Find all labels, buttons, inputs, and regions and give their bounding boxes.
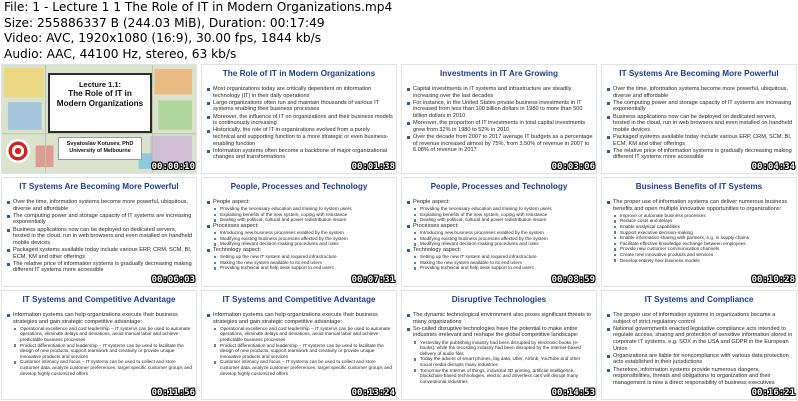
thumbnail-timestamp: 00:08:59 <box>551 275 595 285</box>
slide-title: Investments in IT Are Growing <box>440 69 558 78</box>
slide-bullet: National governments enacted legislative compliance acts intended to regulate access, sharing and protection of sensitive information stored in corporate IT systems, e.g. SOX in the USA and GDPR in the European Union <box>606 326 793 352</box>
thumbnail-timestamp: 00:14:53 <box>551 388 595 398</box>
slide-sub-bullet: Provide new customer communication channels <box>606 246 793 252</box>
slide-sub-bullet: Introducing new business processes enabled by the system <box>206 230 393 236</box>
slide-bullet: Organizations are liable for noncompliance with various data protection acts established in their jurisdictions <box>606 353 793 366</box>
slide-bullet-list <box>206 86 393 160</box>
thumbnail-slide[interactable] <box>1 290 197 400</box>
thumbnail-timestamp: 00:07:31 <box>351 275 395 285</box>
slide-sub-bullet: Create new innovative products and services <box>606 252 793 258</box>
slide-title: IT Systems and Compliance <box>644 295 754 304</box>
slide-title: IT Systems and Competitive Advantage <box>22 295 176 304</box>
slide-sub-bullet: Yesterday the publishing industry had been disrupted by electronic books (e-books), while the recording industry had been disrupted by the Internet-based delivery of audio files <box>406 340 593 357</box>
slide-title: People, Processes and Technology <box>230 182 368 191</box>
file-name: File: 1 - Lecture 1 1 The Role of IT in Modern Organizations.mp4 <box>4 0 393 14</box>
slide-sub-bullet: Customer intimacy and focus – IT systems can be used to collect and store customer data, analyze customer preferences, target specific customer groups and develop highly customized offers <box>206 359 393 376</box>
thumbnail-timestamp: 00:06:03 <box>151 275 195 285</box>
thumbnail-slide[interactable] <box>201 177 397 287</box>
slide-bullet: Business applications now can be deployed on dedicated servers, hosted in the cloud, run in web browsers and even installed on handheld mobile devices <box>6 227 193 247</box>
file-size-duration: Size: 255886337 B (244.03 MiB), Duration: 00:17:49 <box>4 15 325 30</box>
thumbnail-slide[interactable] <box>601 177 797 287</box>
video-info: Video: AVC, 1920x1080 (16:9), 30.00 fps, 1844 kb/s <box>4 31 322 45</box>
slide-sub-bullet: Providing the necessary education and training to system users <box>406 206 593 212</box>
file-info <box>4 0 798 62</box>
slide-title: IT Systems Are Becoming More Powerful <box>619 69 779 78</box>
slide-bullet-list <box>606 312 793 386</box>
slide-sub-bullet: Improve or automate business processes <box>606 213 793 219</box>
slide-bullet: The computing power and storage capacity of IT systems are increasing exponentially <box>6 213 193 226</box>
slide-sub-bullet: Dealing with political, cultural and power redistribution issues <box>406 217 593 223</box>
slide-bullet: The computing power and storage capacity of IT systems are increasing exponentially <box>606 100 793 113</box>
slide-bullet-list <box>406 199 593 273</box>
cover-title-line1: The Role of IT in <box>68 89 132 98</box>
thumbnail-slide[interactable] <box>601 290 797 400</box>
slide-bullet: People aspect: <box>406 199 593 206</box>
slide-sub-bullet: Enable information sharing with partners, e.g. in supply chains <box>606 235 793 241</box>
thumbnail-timestamp: 00:01:38 <box>351 162 395 172</box>
thumbnail-slide[interactable] <box>201 64 397 174</box>
slide-sub-bullet: Making the new system available to its end users <box>406 260 593 266</box>
slide-sub-bullet: Operational excellence and cost leadership – IT systems can be used to automate operations, eliminate delays and deviations, avoid manual labor and achieve predictable business processes <box>6 326 193 343</box>
thumbnail-timestamp: 00:04:34 <box>751 162 795 172</box>
slide-bullet: So-called disruptive technologies have the potential to make entire industries irrelevant and reshape the global competitive landscape: <box>406 326 593 339</box>
slide-sub-bullet: Modifying existing business processes affected by the system <box>206 236 393 242</box>
thumbnail-timestamp: 00:03:06 <box>551 162 595 172</box>
thumbnail-timestamp: 00:00:10 <box>151 162 195 172</box>
slide-sub-bullet: Providing technical and help desk support to end users <box>206 265 393 271</box>
slide-bullet: The relative price of information systems is gradually decreasing making different IT systems more accessible <box>606 148 793 160</box>
slide-sub-bullet: Product differentiation and leadership – IT systems can be used to facilitate the design of new products, support teamwork and creativity or provide unique innovative products and services <box>6 343 193 360</box>
slide-bullet-list <box>206 312 393 386</box>
slide-sub-bullet: Support executive decision-making <box>606 230 793 236</box>
thumbnail-slide[interactable] <box>1 177 197 287</box>
slide-sub-bullet: Making the new system available to its end users <box>206 260 393 266</box>
slide-bullet: Information systems can help organizations execute their business strategies and gain strategic competitive advantage: <box>6 312 193 325</box>
slide-bullet: Packaged systems available today include various ERP, CRM, SCM, BI, ECM, KM and other offerings <box>606 134 793 147</box>
slide-title: Disruptive Technologies <box>451 295 547 304</box>
slide-bullet: Technology aspect: <box>206 247 393 254</box>
cover-lecture-label: Lecture 1.1: <box>78 80 122 89</box>
thumbnail-slide[interactable] <box>401 64 597 174</box>
slide-bullet: Moreover, the influence of IT on organizations and their business models is continuously increasing <box>206 114 393 127</box>
slide-title: IT Systems and Competitive Advantage <box>222 295 376 304</box>
slide-bullet: Information systems often become a backbone of major organizational changes and transformations <box>206 148 393 160</box>
slide-sub-bullet: Tomorrow the Internet of things, industrial 3D printing, artificial intelligence, blockchain-based technologies, electric and driverless cars will disrupt many conventional industries <box>406 368 593 385</box>
slide-sub-bullet: Providing the necessary education and training to system users <box>206 206 393 212</box>
slide-sub-bullet: Modifying existing business processes affected by the system <box>406 236 593 242</box>
slide-sub-bullet: Providing technical and help desk support to end users <box>406 265 593 271</box>
slide-bullet-list <box>606 199 793 273</box>
slide-bullet: Historically, the role of IT in organizations evolved from a purely technical and supporting function to a more strategic or even business-enabling function <box>206 127 393 147</box>
thumbnail-timestamp: 00:11:56 <box>151 388 195 398</box>
cover-author: Svyatoslav Kotusev, PhD <box>66 141 134 147</box>
slide-bullet: Therefore, information systems provide numerous dangers, responsibilities, threats and obligations to organization and their management is now a direct responsibility of business executives <box>606 367 793 386</box>
thumbnail-slide[interactable] <box>201 290 397 400</box>
slide-bullet: The dynamic technological environment also poses significant threats to many organizations <box>406 312 593 325</box>
cover-title-line2: Modern Organizations <box>56 99 144 108</box>
slide-bullet: People aspect: <box>206 199 393 206</box>
slide-bullet-list <box>6 199 193 273</box>
slide-bullet: Over the time, information systems become more powerful, ubiquitous, diverse and affordable <box>6 199 193 212</box>
slide-bullet: Technology aspect: <box>406 247 593 254</box>
thumbnail-timestamp: 00:16:21 <box>751 388 795 398</box>
slide-bullet: The proper use of information systems can deliver numerous business benefits and open multiple innovative opportunities to organizations: <box>606 199 793 212</box>
slide-bullet: Capital investments in IT systems and infrastructure are steadily increasing over the last decades <box>406 86 593 99</box>
thumbnail-cover[interactable] <box>1 64 197 174</box>
slide-bullet: Moreover, the proportion of IT investments in total capital investments grew from 32% in 1980 to 52% in 2010 <box>406 120 593 133</box>
slide-title: Business Benefits of IT Systems <box>635 182 763 191</box>
audio-info: Audio: AAC, 44100 Hz, stereo, 63 kb/s <box>4 46 237 61</box>
slide-sub-bullet: Modifying relevant decision-making procedures and rules <box>206 241 393 247</box>
slide-bullet-list <box>606 86 793 160</box>
slide-bullet: Most organizations today are critically dependent on information technology (IT) in their daily operations <box>206 86 393 99</box>
thumbnail-slide[interactable] <box>401 177 597 287</box>
slide-bullet-list <box>406 312 593 386</box>
slide-sub-bullet: Reduce costs and delays <box>606 218 793 224</box>
slide-bullet-list <box>206 199 393 273</box>
target-icon <box>6 139 30 163</box>
slide-sub-bullet: Modifying relevant decision-making procedures and rules <box>406 241 593 247</box>
cover-university: University of Melbourne <box>69 148 131 154</box>
slide-bullet: Over the decade from 2007 to 2017 average IT budgets as a percentage of revenue increased almost by 75%, from 3.50% of revenue in 2007 to 6.08% of revenue in 2017 <box>406 134 593 154</box>
slide-sub-bullet: Facilitate effective knowledge exchange between employees <box>606 241 793 247</box>
slide-sub-bullet: Product differentiation and leadership – IT systems can be used to facilitate the design of new products, support teamwork and creativity or provide unique innovative products and services <box>206 343 393 360</box>
cover-title-card <box>48 73 152 133</box>
thumbnail-slide[interactable] <box>401 290 597 400</box>
slide-sub-bullet: Develop entirely new business models <box>606 258 793 264</box>
thumbnail-slide[interactable] <box>601 64 797 174</box>
slide-bullet: Business applications now can be deployed on dedicated servers, hosted in the cloud, run in web browsers and even installed on handheld mobile devices <box>606 114 793 134</box>
thumbnail-timestamp: 00:13:24 <box>351 388 395 398</box>
slide-bullet: Processes aspect: <box>206 223 393 230</box>
slide-bullet: Processes aspect: <box>406 223 593 230</box>
slide-sub-bullet: Operational excellence and cost leadership – IT systems can be used to automate operations, eliminate delays and deviations, avoid manual labor and achieve predictable business processes <box>206 326 393 343</box>
slide-bullet: Over the time, information systems become more powerful, ubiquitous, diverse and affordable <box>606 86 793 99</box>
cover-author-card <box>58 137 142 160</box>
slide-sub-bullet: Enable analytical capabilities <box>606 224 793 230</box>
slide-bullet: For instance, in the United States private business investments in IT increased from less than 100 billion dollars in 1980 to more than 500 billion dollars in 2010 <box>406 100 593 120</box>
slide-sub-bullet: Setting up the new IT system and required infrastructure <box>206 254 393 260</box>
slide-sub-bullet: Introducing new business processes enabled by the system <box>406 230 593 236</box>
slide-sub-bullet: Explaining benefits of the new system, coping with resistance <box>206 212 393 218</box>
slide-sub-bullet: Explaining benefits of the new system, coping with resistance <box>406 212 593 218</box>
slide-sub-bullet: Customer intimacy and focus – IT systems can be used to collect and store customer data, analyze customer preferences, target specific customer groups and develop highly customized offers <box>6 359 193 376</box>
slide-bullet: Large organizations often run and maintain thousands of various IT systems enabling their business processes <box>206 100 393 113</box>
slide-bullet-list <box>6 312 193 386</box>
slide-bullet: Information systems can help organizations execute their business strategies and gain strategic competitive advantage: <box>206 312 393 325</box>
slide-bullet: The proper use of information systems in organizations became a subject of strict regulatory control <box>606 312 793 325</box>
slide-title: IT Systems Are Becoming More Powerful <box>19 182 179 191</box>
thumbnail-grid <box>1 64 797 400</box>
slide-title: People, Processes and Technology <box>430 182 568 191</box>
slide-sub-bullet: Dealing with political, cultural and power redistribution issues <box>206 217 393 223</box>
slide-sub-bullet: Today the advent of smart phones, big data, Uber, Airbnb, YouTube and other social media disrupts many industries <box>406 356 593 367</box>
slide-bullet-list <box>406 86 593 160</box>
slide-title: The Role of IT in Modern Organizations <box>222 69 376 78</box>
thumbnail-timestamp: 00:10:28 <box>751 275 795 285</box>
slide-sub-bullet: Setting up the new IT system and required infrastructure <box>406 254 593 260</box>
slide-bullet: The relative price of information systems is gradually decreasing making different IT systems more accessible <box>6 261 193 273</box>
slide-bullet: Packaged systems available today include various ERP, CRM, SCM, BI, ECM, KM and other offerings <box>6 247 193 260</box>
